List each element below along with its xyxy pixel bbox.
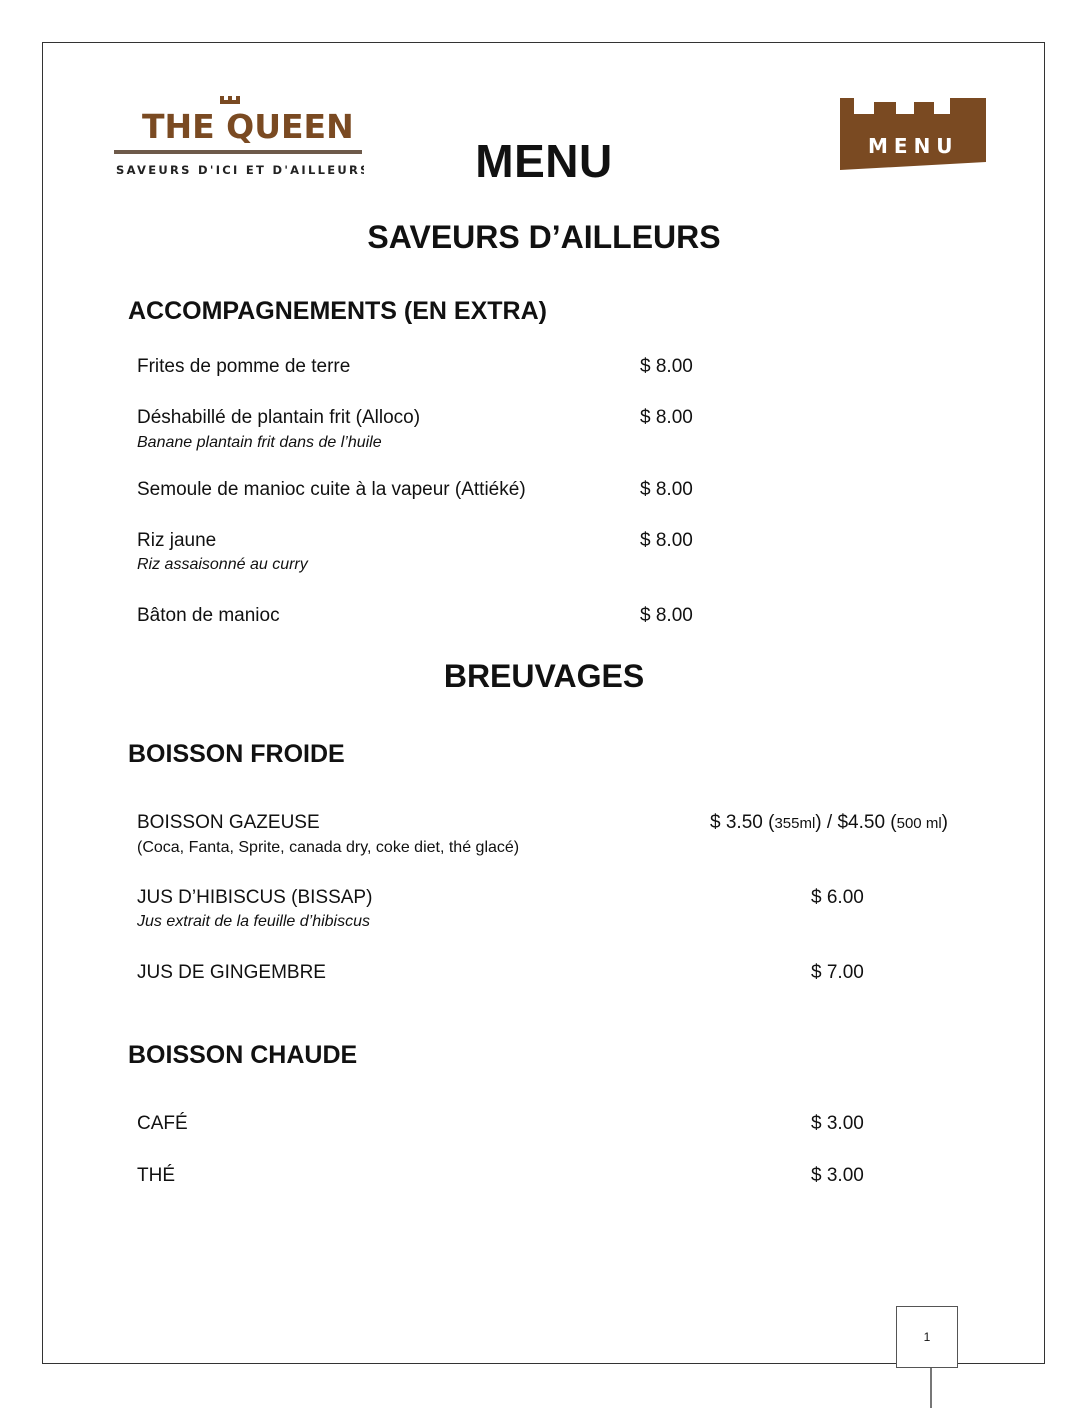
price-part: $ 3.50 (	[710, 812, 775, 833]
menu-item-name: JUS D’HIBISCUS (BISSAP)	[137, 887, 373, 908]
page-title: MENU	[475, 135, 613, 187]
menu-item-price: $ 8.00	[640, 530, 693, 551]
menu-item-price: $ 8.00	[640, 407, 693, 428]
menu-item-name: Semoule de manioc cuite à la vapeur (Attiéké)	[137, 479, 526, 500]
menu-item-description: Riz assaisonné au curry	[137, 556, 308, 573]
size-label: 500 ml	[896, 815, 942, 832]
size-label: 355ml	[774, 815, 816, 832]
menu-item-price: $ 8.00	[640, 479, 693, 500]
menu-item-name: Bâton de manioc	[137, 605, 280, 626]
menu-item-name: Frites de pomme de terre	[137, 356, 351, 377]
price-part: ) / $4.50 (	[815, 812, 897, 833]
menu-item-price: $ 7.00	[811, 962, 864, 983]
logo-menu-label: MENU	[868, 134, 959, 158]
menu-item-name: Déshabillé de plantain frit (Alloco)	[137, 407, 421, 428]
menu-item-name: THÉ	[137, 1165, 175, 1186]
section-title-breuvages: BREUVAGES	[443, 658, 645, 694]
subsection-title-boisson-chaude: BOISSON CHAUDE	[128, 1041, 358, 1069]
page-number-connector	[930, 1368, 932, 1408]
page-number-box	[896, 1306, 958, 1368]
price-part: )	[941, 812, 948, 833]
menu-item-name: Riz jaune	[137, 530, 217, 551]
section-title-ailleurs: SAVEURS D’AILLEURS	[367, 219, 721, 255]
menu-item-price: $ 8.00	[640, 356, 693, 377]
subsection-title-boisson-froide: BOISSON FROIDE	[128, 740, 345, 768]
logo-tagline: SAVEURS D'ICI ET D'AILLEURS	[116, 163, 364, 177]
menu-item-price: $ 3.00	[811, 1165, 864, 1186]
menu-item-name: CAFÉ	[137, 1113, 188, 1134]
logo-brand-text: THE QUEEN	[142, 107, 354, 146]
menu-item-price: $ 6.00	[811, 887, 864, 908]
menu-item-description: Banane plantain frit dans de l’huile	[137, 434, 382, 451]
menu-item-price: $ 8.00	[640, 605, 693, 626]
page-number: 1	[923, 1330, 931, 1344]
subsection-title-accompagnements: ACCOMPAGNEMENTS (EN EXTRA)	[128, 297, 547, 325]
menu-item-price: $ 3.00	[811, 1113, 864, 1134]
menu-item-name: BOISSON GAZEUSE	[137, 812, 320, 833]
menu-item-price-sizes	[710, 812, 948, 834]
menu-item-description: Jus extrait de la feuille d’hibiscus	[137, 913, 371, 930]
menu-item-description: (Coca, Fanta, Sprite, canada dry, coke diet, thé glacé)	[137, 839, 520, 856]
menu-item-name: JUS DE GINGEMBRE	[137, 962, 326, 983]
